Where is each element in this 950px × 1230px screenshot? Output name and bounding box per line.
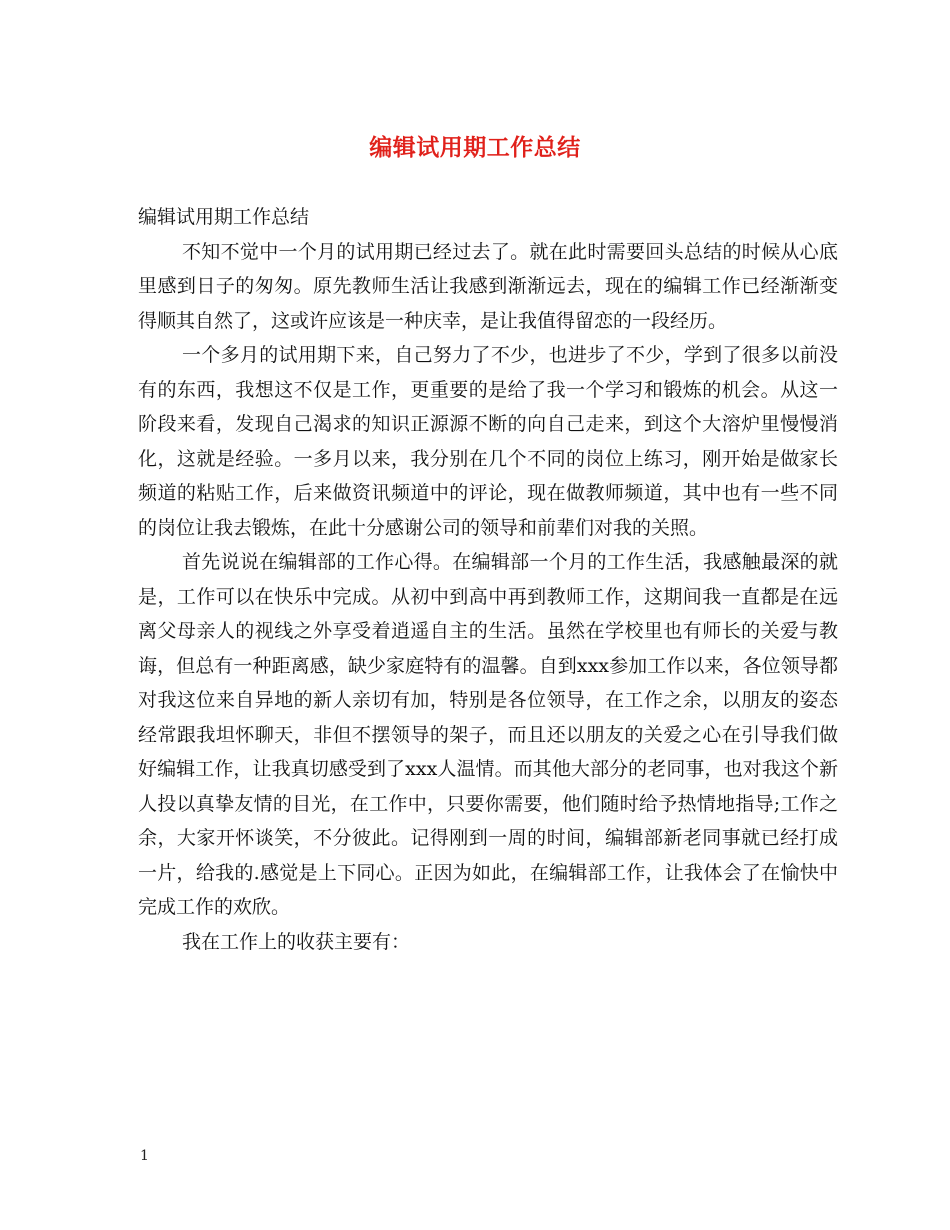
paragraph-2: 一个多月的试用期下来，自己努力了不少，也进步了不少，学到了很多以前没有的东西，我想这不仅是工作，更重要的是给了我一个学习和锻炼的机会。从这一阶段来看，发现自己渴求的知识正源源不断的向自己走来，到这个大溶炉里慢慢消化，这就是经验。一多月以来，我分别在几个不同的岗位上练习，刚开始是做家长频道的粘贴工作，后来做资讯频道中的评论，现在做教师频道，其中也有一些不同的岗位让我去锻炼，在此十分感谢公司的领导和前辈们对我的关照。: [138, 344, 838, 539]
page-number: 1: [140, 1148, 149, 1164]
document-body: [138, 200, 838, 959]
paragraph-4: 我在工作上的收获主要有：: [182, 930, 411, 953]
paragraph-1: 不知不觉中一个月的试用期已经过去了。就在此时需要回头总结的时候从心底里感到日子的匆匆。原先教师生活让我感到渐渐远去，现在的编辑工作已经渐渐变得顺其自然了，这或许应该是一种庆幸，是让我值得留恋的一段经历。: [138, 240, 838, 332]
document-subtitle: 编辑试用期工作总结: [138, 206, 310, 228]
document-title: 编辑试用期工作总结: [369, 134, 581, 161]
paragraph-3: 首先说说在编辑部的工作心得。在编辑部一个月的工作生活，我感触最深的就是，工作可以在快乐中完成。从初中到高中再到教师工作，这期间我一直都是在远离父母亲人的视线之外享受着逍遥自主的生活。虽然在学校里也有师长的关爱与教诲，但总有一种距离感，缺少家庭特有的温馨。自到xxx参加工作以来，各位领导都对我这位来自异地的新人亲切有加，特别是各位领导，在工作之余，以朋友的姿态经常跟我坦怀聊天，非但不摆领导的架子，而且还以朋友的关爱之心在引导我们做好编辑工作，让我真切感受到了xxx人温情。而其他大部分的老同事，也对我这个新人投以真挚友情的目光，在工作中，只要你需要，他们随时给予热情地指导;工作之余，大家开怀谈笑，不分彼此。记得刚到一周的时间，编辑部新老同事就已经打成一片，给我的.感觉是上下同心。正因为如此，在编辑部工作，让我体会了在愉快中完成工作的欢欣。: [138, 551, 838, 918]
